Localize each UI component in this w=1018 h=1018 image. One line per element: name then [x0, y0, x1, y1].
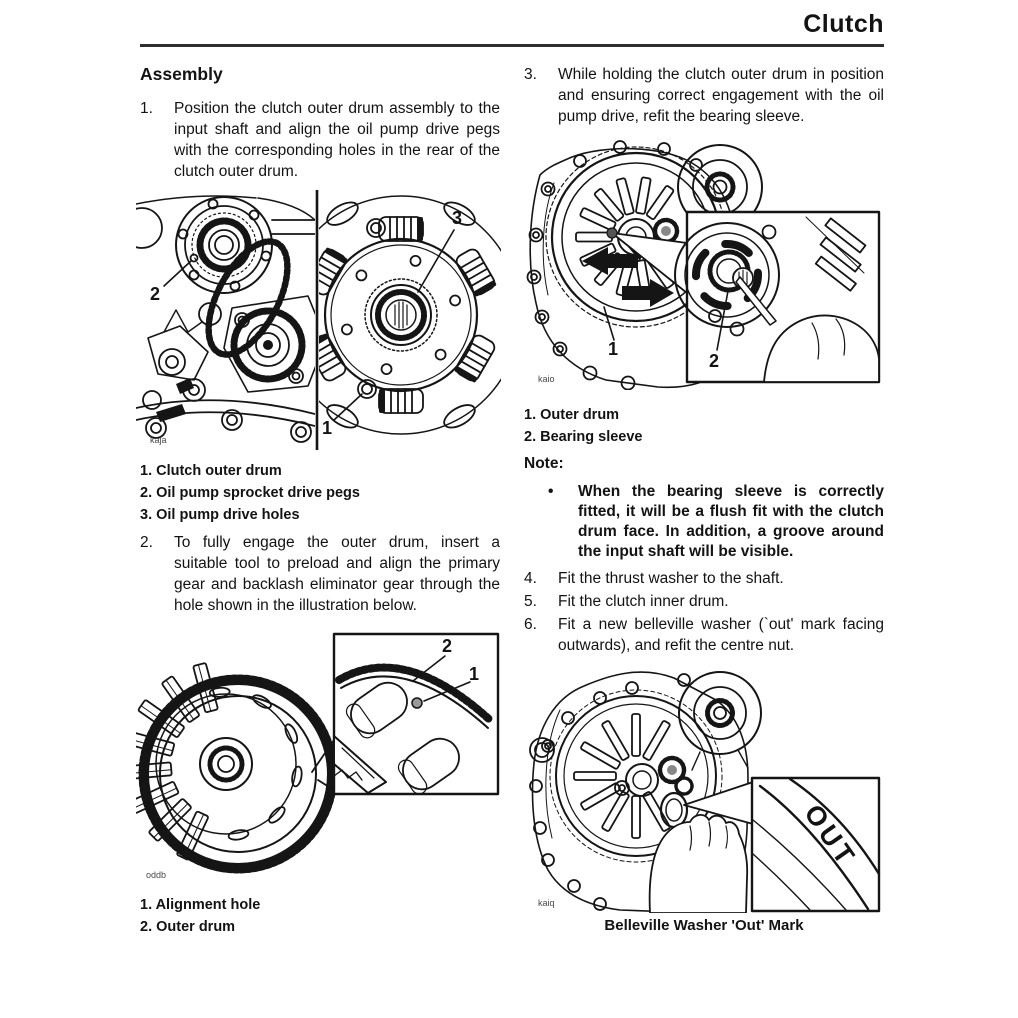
fig-c-code: kaio [538, 374, 555, 384]
fig-a-label-1: 1 [322, 418, 333, 438]
note-heading: Note: [524, 455, 564, 472]
left-column [140, 64, 500, 938]
fig-a-code: kaja [150, 435, 167, 445]
step-5-text: Fit the clutch inner drum. [558, 593, 729, 610]
page-title: Clutch [803, 10, 884, 38]
fig-b-captions [140, 894, 500, 938]
step-1-number: 1. [140, 100, 153, 117]
section-heading: Assembly [140, 64, 223, 84]
note-bullet [524, 482, 884, 562]
right-column [524, 64, 884, 936]
fig-b-label-2: 2 [442, 636, 453, 656]
caption-line: 1. Alignment hole [140, 897, 261, 913]
caption-line: 1. Clutch outer drum [140, 463, 282, 479]
step-4-text: Fit the thrust washer to the shaft. [558, 570, 784, 587]
fig-d-code: kaiq [538, 898, 555, 908]
caption-line: 2. Outer drum [140, 919, 236, 935]
step-5 [524, 591, 884, 612]
header-rule [140, 44, 884, 47]
fig-c-label-2: 2 [709, 351, 720, 371]
fig-b-label-1: 1 [469, 664, 480, 684]
step-6-text: Fit a new belleville washer (`out' mark facing outwards), and refit the centre nut. [558, 616, 884, 654]
step-6-number: 6. [524, 616, 537, 633]
fig-c-captions [524, 404, 884, 448]
fig-a-label-2: 2 [150, 284, 161, 304]
step-3-number: 3. [524, 66, 537, 83]
caption-line: 2. Bearing sleeve [524, 429, 643, 445]
washer-out-mark: OUT [798, 798, 863, 873]
fig-a-captions [140, 460, 500, 526]
caption-line: 2. Oil pump sprocket drive pegs [140, 485, 360, 501]
figure-bearing-sleeve-illustration [524, 135, 884, 390]
step-1-text: Position the clutch outer drum assembly to the input shaft and align the oil pump drive pegs with the corresponding holes in the rear of the clutch outer drum. [174, 100, 500, 180]
figure-outer-drum-pegs-illustration [136, 190, 501, 450]
fig-c-label-1: 1 [608, 339, 619, 359]
note-text: When the bearing sleeve is correctly fitted, it will be a flush fit with the clutch drum face. In addition, a groove around the input shaft will be visible. [578, 483, 884, 560]
step-3 [524, 64, 884, 127]
step-4 [524, 568, 884, 589]
step-2-text: To fully engage the outer drum, insert a suitable tool to preload and align the primary gear and backlash eliminator gear through the hole shown in the illustration below. [174, 534, 500, 614]
step-3-text: While holding the clutch outer drum in position and ensuring correct engagement with the oil pump drive, refit the bearing sleeve. [558, 66, 884, 125]
figure-alignment-hole-illustration [136, 624, 501, 886]
bullet-marker: • [548, 483, 554, 500]
step-1 [140, 98, 500, 182]
fig-d-caption: Belleville Washer 'Out' Mark [604, 917, 804, 934]
caption-line: 1. Outer drum [524, 407, 620, 423]
step-2 [140, 532, 500, 616]
fig-a-label-3: 3 [452, 208, 463, 228]
step-5-number: 5. [524, 593, 537, 610]
step-4-number: 4. [524, 570, 537, 587]
fig-b-code: oddb [146, 870, 167, 880]
step-2-number: 2. [140, 534, 153, 551]
step-6 [524, 614, 884, 656]
caption-line: 3. Oil pump drive holes [140, 507, 300, 523]
figure-belleville-washer-illustration [524, 658, 884, 913]
